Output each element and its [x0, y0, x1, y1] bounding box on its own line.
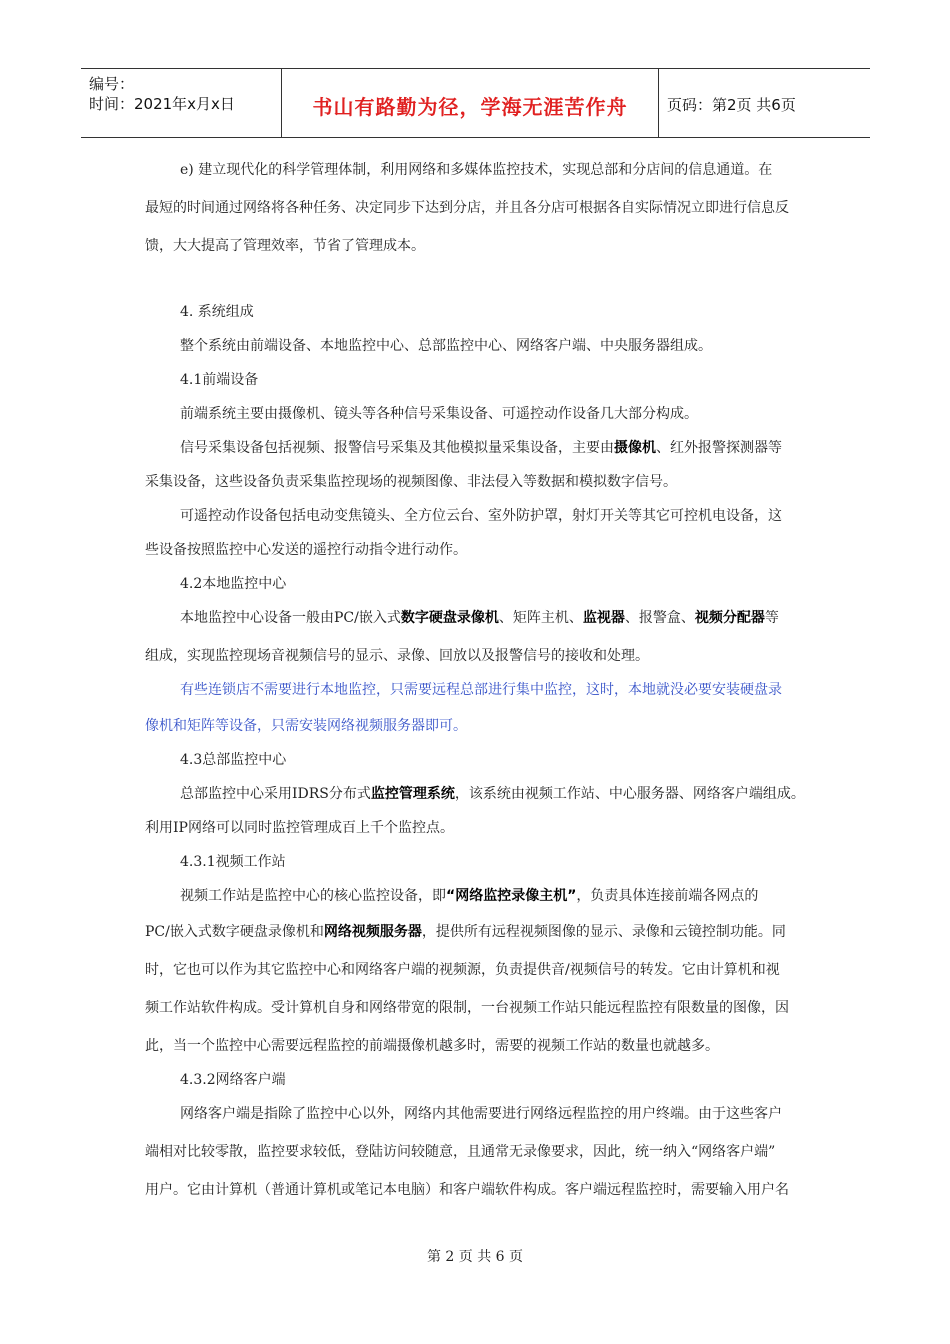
text-line [180, 404, 698, 424]
text-line [145, 646, 649, 666]
text-line [180, 1104, 782, 1124]
text-segment: 用户。它由计算机（普通计算机或笔记本电脑）和客户端软件构成。客户端远程监控时，需要输入用户名 [145, 1182, 789, 1198]
text-segment: 像机和矩阵等设备，只需安装网络视频服务器即可。 [145, 718, 467, 734]
header-center-cell [282, 69, 659, 137]
serial-label: 编号： [89, 75, 135, 93]
text-line [145, 960, 780, 980]
text-segment: 前端系统主要由摄像机、镜头等各种信号采集设备、可遥控动作设备几大部分构成。 [180, 406, 698, 422]
text-line [180, 680, 782, 700]
text-segment: 此，当一个监控中心需要远程监控的前端摄像机越多时，需要的视频工作站的数量也就越多。 [145, 1038, 719, 1054]
text-line [180, 784, 805, 804]
bold-term: 视频分配器 [694, 610, 765, 626]
text-segment: 可遥控动作设备包括电动变焦镜头、全方位云台、室外防护罩，射灯开关等其它可控机电设备，这 [180, 508, 782, 524]
text-segment: ，负责具体连接前端各网点的 [576, 888, 759, 904]
header-right-cell [659, 69, 870, 137]
text-segment: PC/嵌入式数字硬盘录像机和 [145, 924, 324, 940]
text-line [145, 1036, 719, 1056]
text-segment: e) 建立现代化的科学管理体制，利用网络和多媒体监控技术，实现总部和分店间的信息通道。在 [180, 162, 773, 178]
text-segment: ，该系统由视频工作站、中心服务器、网络客户端组成。 [454, 786, 805, 802]
text-segment: 4. 系统组成 [180, 304, 254, 320]
text-segment: ，提供所有远程视频图像的显示、录像和云镜控制功能。同 [421, 924, 786, 940]
text-line [180, 852, 286, 872]
text-segment: 端相对比较零散，监控要求较低，登陆访问较随意，且通常无录像要求，因此，统一纳入“网络客户端” [145, 1144, 776, 1160]
text-line [180, 506, 782, 526]
text-line [180, 370, 258, 390]
text-segment: 4.3.2网络客户端 [180, 1072, 286, 1088]
text-segment: 馈，大大提高了管理效率，节省了管理成本。 [145, 238, 425, 254]
header-motto: 书山有路勤为径，学海无涯苦作舟 [312, 95, 628, 119]
bold-term: 监视器 [582, 610, 625, 626]
text-segment: 4.3总部监控中心 [180, 752, 287, 768]
text-segment: 整个系统由前端设备、本地监控中心、总部监控中心、网络客户端、中央服务器组成。 [180, 338, 712, 354]
text-segment: 利用IP网络可以同时监控管理成百上千个监控点。 [145, 820, 454, 836]
text-line [180, 574, 286, 594]
text-segment: 视频工作站是监控中心的核心监控设备，即 [180, 888, 446, 904]
text-segment: 时，它也可以作为其它监控中心和网络客户端的视频源，负责提供音/视频信号的转发。它由计算机和视 [145, 962, 780, 978]
text-segment: 信号采集设备包括视频、报警信号采集及其他模拟量采集设备，主要由 [180, 440, 614, 456]
header-page-info: 页码：第2页 共6页 [667, 96, 796, 114]
text-segment: 、报警盒、 [624, 610, 695, 626]
text-segment: 网络客户端是指除了监控中心以外，网络内其他需要进行网络远程监控的用户终端。由于这些客户 [180, 1106, 782, 1122]
bold-term: 摄像机 [614, 440, 656, 456]
text-line [145, 1142, 775, 1162]
text-segment: 最短的时间通过网络将各种任务、决定同步下达到分店，并且各分店可根据各自实际情况立即进行信息反 [145, 200, 789, 216]
text-line [145, 716, 467, 736]
page-footer: 第 2 页 共 6 页 [426, 1249, 524, 1265]
header-left-cell [81, 69, 282, 137]
text-segment: 4.2本地监控中心 [180, 576, 287, 592]
text-segment: 4.1前端设备 [180, 372, 259, 388]
text-line [180, 1070, 286, 1090]
text-line [145, 198, 789, 218]
text-line [180, 438, 782, 458]
text-line [145, 922, 786, 942]
text-line [145, 818, 454, 838]
text-line [180, 336, 712, 356]
text-segment: 等 [764, 610, 779, 626]
text-segment: 本地监控中心设备一般由PC/嵌入式 [180, 610, 401, 626]
text-line [180, 750, 286, 770]
text-segment: 频工作站软件构成。受计算机自身和网络带宽的限制，一台视频工作站只能远程监控有限数量的图像，因 [145, 1000, 789, 1016]
text-segment: 采集设备，这些设备负责采集监控现场的视频图像、非法侵入等数据和模拟数字信号。 [145, 474, 677, 490]
text-segment: 些设备按照监控中心发送的遥控行动指令进行动作。 [145, 542, 467, 558]
text-segment: 有些连锁店不需要进行本地监控，只需要远程总部进行集中监控，这时，本地就没必要安装硬盘录 [180, 682, 782, 698]
bold-term: 网络视频服务器 [323, 924, 422, 940]
text-line [145, 236, 425, 256]
text-line [145, 998, 789, 1018]
text-segment: 总部监控中心采用IDRS分布式 [180, 786, 371, 802]
bold-term: 监控管理系统 [370, 786, 455, 802]
text-segment: 、矩阵主机、 [498, 610, 583, 626]
bold-term: 数字硬盘录像机 [400, 610, 499, 626]
text-line [145, 540, 467, 560]
text-line [180, 160, 772, 180]
date-label: 时间：2021年x月x日 [89, 95, 235, 113]
text-segment: 、红外报警探测器等 [656, 440, 782, 456]
text-line [180, 608, 779, 628]
text-line [145, 472, 677, 492]
text-line [180, 886, 758, 906]
page-header [81, 68, 870, 138]
text-segment: 组成，实现监控现场音视频信号的显示、录像、回放以及报警信号的接收和处理。 [145, 648, 649, 664]
text-line [145, 1180, 789, 1200]
bold-term: “网络监控录像主机” [446, 888, 577, 904]
text-segment: 4.3.1视频工作站 [180, 854, 286, 870]
text-line [180, 302, 254, 322]
